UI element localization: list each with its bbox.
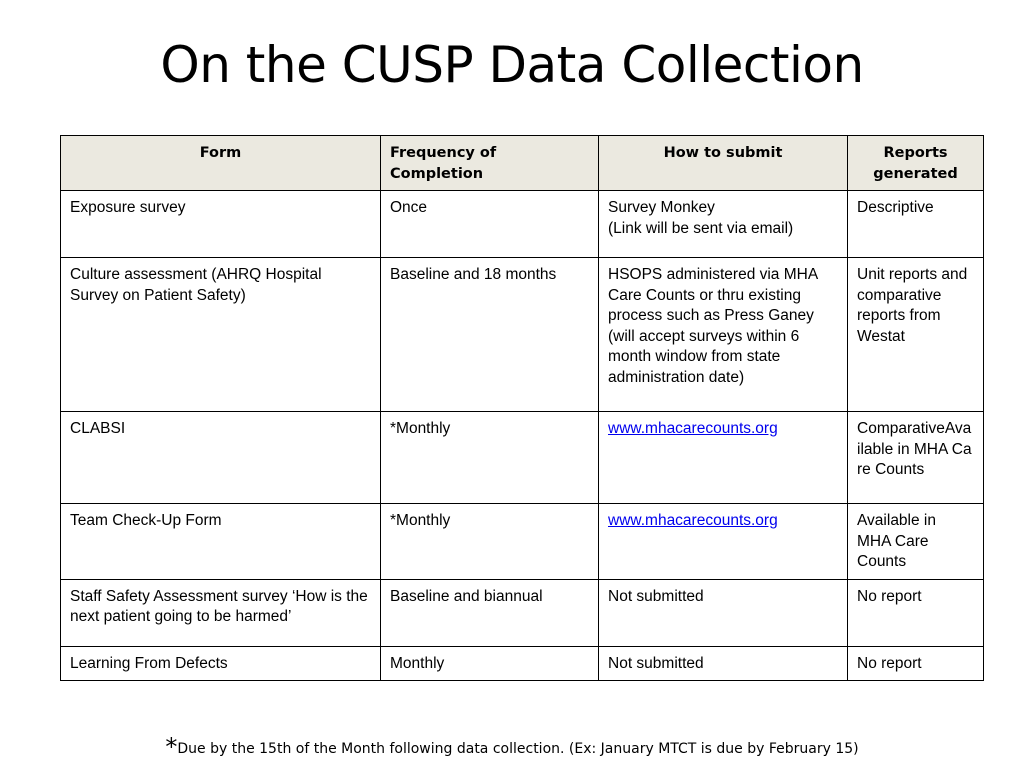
- cell-reports: Unit reports and comparative reports from Westat: [848, 258, 984, 412]
- cell-reports: Available in MHA Care Counts: [848, 504, 984, 580]
- cell-frequency: *Monthly: [381, 504, 599, 580]
- table-row: [61, 579, 984, 646]
- header-frequency-line2: Completion: [390, 165, 484, 182]
- data-collection-table: [60, 135, 984, 681]
- cell-reports: No report: [848, 579, 984, 646]
- cell-how-to-submit: Not submitted: [599, 646, 848, 681]
- cell-how-line1: Survey Monkey: [608, 199, 715, 216]
- cell-form: Staff Safety Assessment survey ‘How is the next patient going to be harmed’: [61, 579, 381, 646]
- cell-how-to-submit: Not submitted: [599, 579, 848, 646]
- header-form: [61, 136, 381, 191]
- header-form-label: Form: [199, 145, 242, 161]
- footnote-asterisk: *: [165, 733, 178, 761]
- cell-how-to-submit: [599, 504, 848, 580]
- cell-form: Exposure survey: [61, 191, 381, 258]
- table-row: [61, 646, 984, 681]
- slide-title: On the CUSP Data Collection: [160, 36, 864, 94]
- cell-frequency: Baseline and biannual: [381, 579, 599, 646]
- cell-form: Team Check-Up Form: [61, 504, 381, 580]
- header-reports-line2: generated: [873, 165, 958, 182]
- cell-how-line2: (Link will be sent via email): [608, 219, 794, 237]
- footnote-text: Due by the 15th of the Month following data collection. (Ex: January MTCT is due by February 15): [177, 741, 859, 757]
- cell-how-to-submit: HSOPS administered via MHA Care Counts or thru existing process such as Press Ganey (will accept surveys within 6 month window from state administration date): [599, 258, 848, 412]
- cell-how-to-submit: [599, 412, 848, 504]
- mhacarecounts-link[interactable]: www.mhacarecounts.org: [608, 420, 778, 437]
- cell-form: CLABSI: [61, 412, 381, 504]
- cell-reports: Descriptive: [848, 191, 984, 258]
- header-frequency-line1: Frequency of: [390, 145, 497, 161]
- cell-reports: No report: [848, 646, 984, 681]
- cell-form: Learning From Defects: [61, 646, 381, 681]
- cell-how-to-submit: [599, 191, 848, 258]
- table-row: [61, 191, 984, 258]
- table-header-row: [61, 136, 984, 191]
- cell-reports: ComparativeAvailable in MHA Care Counts: [848, 412, 984, 504]
- header-frequency: [381, 136, 599, 191]
- header-reports-line1: Reports: [883, 145, 948, 161]
- header-reports: [848, 136, 984, 191]
- header-how-label: How to submit: [663, 145, 783, 161]
- header-how-to-submit: [599, 136, 848, 191]
- table-row: [61, 504, 984, 580]
- table-row: [61, 412, 984, 504]
- cell-frequency: *Monthly: [381, 412, 599, 504]
- cell-frequency: Baseline and 18 months: [381, 258, 599, 412]
- table-row: [61, 258, 984, 412]
- cell-frequency: Once: [381, 191, 599, 258]
- cell-form: Culture assessment (AHRQ Hospital Survey on Patient Safety): [61, 258, 381, 412]
- footnote: [0, 733, 1024, 761]
- mhacarecounts-link[interactable]: www.mhacarecounts.org: [608, 512, 778, 529]
- cell-frequency: Monthly: [381, 646, 599, 681]
